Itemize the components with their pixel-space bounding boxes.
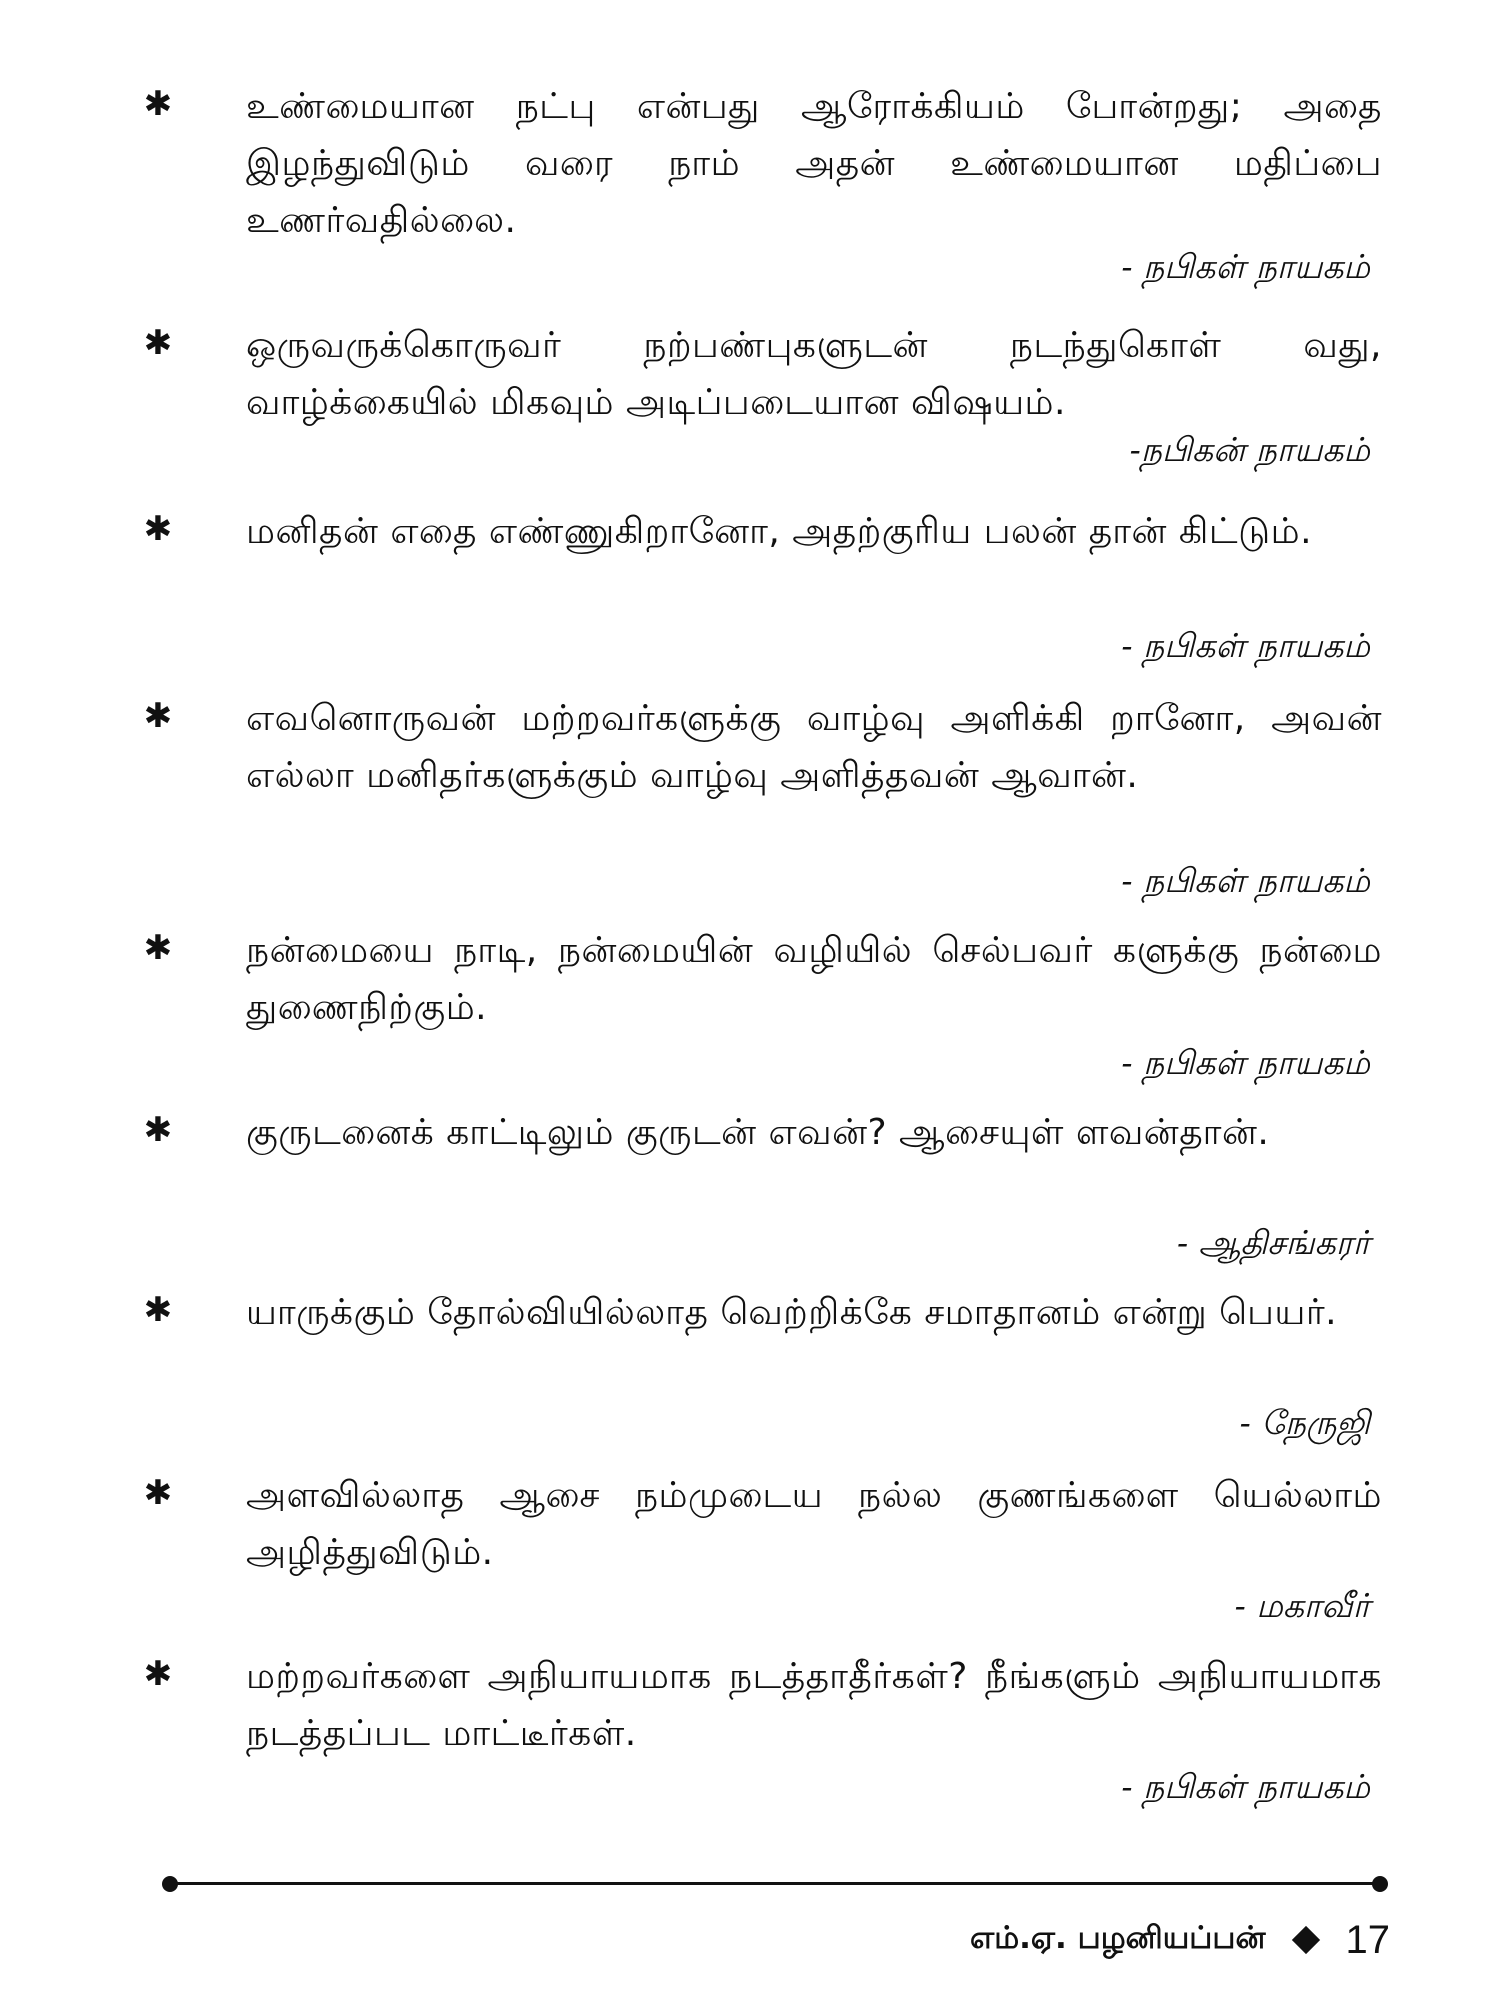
star-icon: ✱ [143, 84, 173, 124]
star-icon: ✱ [143, 696, 173, 736]
quote-text: ஒருவருக்கொருவர் நற்பண்புகளுடன் நடந்துகொள் வது, வாழ்க்கையில் மிகவும் அடிப்படையான விஷயம். [246, 325, 1382, 423]
diamond-icon [1291, 1926, 1319, 1954]
quote-author: - நபிகள் நாயகம் [1121, 247, 1370, 286]
quote-author: - மகாவீர் [1234, 1586, 1370, 1625]
star-icon: ✱ [143, 928, 173, 968]
quote-text: யாருக்கும் தோல்வியில்லாத வெற்றிக்கே சமாதானம் என்று பெயர். [246, 1292, 1338, 1333]
quote-text: அளவில்லாத ஆசை நம்முடைய நல்ல குணங்களை யெல்லாம் அழித்துவிடும். [246, 1475, 1382, 1573]
quote-author: -நபிகன் நாயகம் [1129, 430, 1370, 469]
quote-author: - நபிகள் நாயகம் [1121, 861, 1370, 900]
quote-author: - நபிகள் நாயகம் [1121, 1043, 1370, 1082]
quote-text: குருடனைக் காட்டிலும் குருடன் எவன்? ஆசையுள் ளவன்தான். [246, 1112, 1270, 1153]
quote-author: - நேருஜி [1239, 1403, 1370, 1442]
star-icon: ✱ [143, 509, 173, 549]
quote-text: எவனொருவன் மற்றவர்களுக்கு வாழ்வு அளிக்கி றானோ, அவன் எல்லா மனிதர்களுக்கும் வாழ்வு அளித்தவன் ஆவான். [246, 698, 1382, 796]
quote-text: மற்றவர்களை அநியாயமாக நடத்தாதீர்கள்? நீங்களும் அநியாயமாக நடத்தப்பட மாட்டீர்கள். [246, 1656, 1382, 1754]
quote-text: உண்மையான நட்பு என்பது ஆரோக்கியம் போன்றது; அதை இழந்துவிடும் வரை நாம் அதன் உண்மையான மதிப்பை உணர்வதில்லை. [246, 86, 1382, 241]
page-footer [970, 1915, 1390, 1965]
quote-text: மனிதன் எதை எண்ணுகிறானோ, அதற்குரிய பலன் தான் கிட்டும். [246, 511, 1313, 552]
page-number: 17 [1345, 1917, 1390, 1962]
star-icon: ✱ [143, 323, 173, 363]
rule-end-dot [1372, 1876, 1388, 1892]
quote-author: - ஆதிசங்கரர் [1177, 1223, 1370, 1262]
footer-author: எம்.ஏ. பழனியப்பன் [970, 1920, 1266, 1956]
footer-rule [170, 1882, 1380, 1885]
quote-text: நன்மையை நாடி, நன்மையின் வழியில் செல்பவர் களுக்கு நன்மை துணைநிற்கும். [246, 930, 1382, 1028]
quote-author: - நபிகள் நாயகம் [1121, 626, 1370, 665]
star-icon: ✱ [143, 1654, 173, 1694]
star-icon: ✱ [143, 1473, 173, 1513]
star-icon: ✱ [143, 1290, 173, 1330]
star-icon: ✱ [143, 1110, 173, 1150]
quote-author: - நபிகள் நாயகம் [1121, 1767, 1370, 1806]
